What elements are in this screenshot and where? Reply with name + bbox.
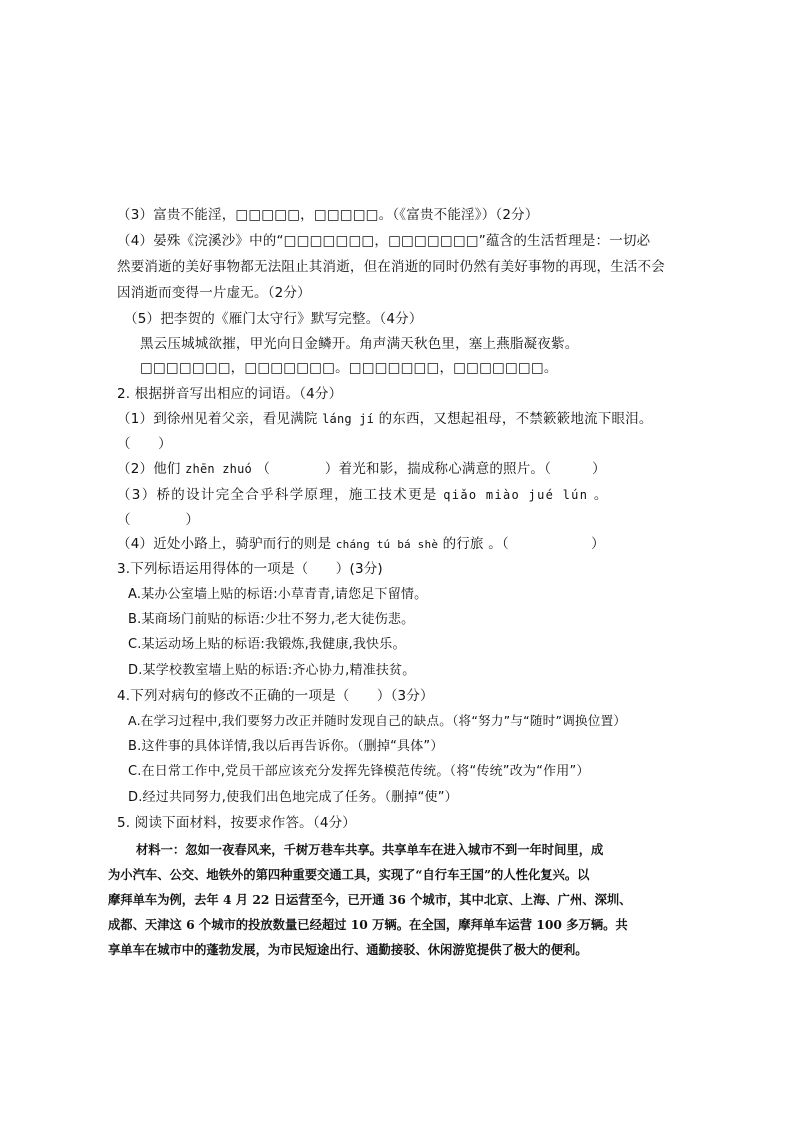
q1-item4-line3: 因消逝而变得一片虚无。（2分） [117, 285, 311, 301]
question-4-title: 4.下列对病句的修改不正确的一项是（ ）（3分） [117, 688, 434, 704]
poem-given-lines: 黑云压城城欲摧，甲光向日金鳞开。角声满天秋色里，塞上燕脂凝夜紫。 [140, 336, 579, 352]
q2-item3-text-a: （3）桥的设计完全合乎科学原理，施工技术更是 [117, 487, 438, 503]
q2-item3-text-b: 。 [593, 487, 609, 503]
material-1-line5: 享单车在城市中的蓬勃发展，为市民短途出行、通勤接驳、休闲游览提供了极大的便利。 [108, 942, 588, 957]
q2-item4-text-a: （4）近处小路上，骑驴而行的则是 [117, 536, 332, 552]
material-1-line2: 为小汽车、公交、地铁外的第四种重要交通工具，实现了“自行车王国”的人性化复兴。以 [108, 867, 590, 882]
q2-item3 [117, 485, 682, 505]
q2-item3-answer-blank[interactable]: （ ） [117, 512, 200, 528]
q2-item2-text-b: （ ）着光和影，揣成称心满意的照片。（ ） [256, 461, 606, 477]
q2-item4-pinyin: cháng tú bá shè [335, 538, 439, 551]
material-1-line1: 材料一：忽如一夜春风来，千树万巷车共享。共享单车在进入城市不到一年时间里，成 [136, 842, 604, 857]
q2-item4 [117, 534, 682, 555]
question-2-title: 2. 根据拼音写出相应的词语。（4分） [117, 386, 343, 402]
q4-option-b: B.这件事的具体详情,我以后再告诉你。（删掉“具体”） [128, 739, 444, 754]
q2-item1-answer-blank[interactable]: （ ） [117, 436, 172, 452]
q2-item1-text-b: 的东西，又想起祖母，不禁簌簌地流下眼泪。 [378, 411, 653, 427]
q3-option-b: B.某商场门前贴的标语:少壮不努力,老大徒伤悲。 [128, 612, 415, 627]
q2-item1-pinyin: láng jí [322, 412, 375, 426]
q2-item2 [117, 459, 682, 479]
q2-item1-text-a: （1）到徐州见着父亲，看见满院 [117, 411, 318, 427]
q2-item2-pinyin: zhēn zhuó [185, 462, 252, 476]
q1-item3: （3）富贵不能淫，□□□□□，□□□□□。（《富贵不能淫》）（2分） [117, 207, 539, 223]
material-1-line3: 摩拜单车为例，去年 4 月 22 日运营至今，已开通 36 个城市，其中北京、上海、广州、深圳、 [108, 892, 632, 907]
q2-item3-pinyin: qiǎo miào jué lún [443, 488, 589, 502]
q4-option-a: A.在学习过程中,我们要努力改正并随时发现自己的缺点。（将“努力”与“随时”调换位置） [128, 713, 627, 728]
q3-option-c: C.某运动场上贴的标语:我锻炼,我健康,我快乐。 [128, 637, 406, 652]
question-5-title: 5. 阅读下面材料，按要求作答。（4分） [117, 815, 357, 831]
q3-option-d: D.某学校教室墙上贴的标语:齐心协力,精准扶贫。 [128, 663, 416, 678]
q2-item2-text-a: （2）他们 [117, 461, 181, 477]
q3-option-a: A.某办公室墙上贴的标语:小草青青,请您足下留情。 [128, 587, 428, 602]
q1-item4-line1: （4）晏殊《浣溪沙》中的“□□□□□□□，□□□□□□□”蕴含的生活哲理是：一切必 [117, 233, 651, 249]
q2-item4-text-b: 的行旅 。（ ） [442, 536, 605, 552]
q2-item1 [117, 409, 682, 429]
question-3-title: 3.下列标语运用得体的一项是（ ）(3分) [117, 561, 383, 577]
poem-blank-lines: □□□□□□□，□□□□□□□。□□□□□□□，□□□□□□□。 [140, 360, 558, 376]
q4-option-c: C.在日常工作中,党员干部应该充分发挥先锋模范传统。（将“传统”改为“作用”） [128, 764, 590, 779]
material-1-line4: 成都、天津这 6 个城市的投放数量已经超过 10 万辆。在全国，摩拜单车运营 100 多万辆。共 [108, 917, 628, 932]
q4-option-d: D.经过共同努力,使我们出色地完成了任务。（删掉“使”） [128, 790, 458, 805]
q1-item4-line2: 然要消逝的美好事物都无法阻止其消逝，但在消逝的同时仍然有美好事物的再现，生活不会 [117, 259, 665, 275]
q1-item5: （5）把李贺的《雁门太守行》默写完整。（4分） [124, 311, 423, 327]
